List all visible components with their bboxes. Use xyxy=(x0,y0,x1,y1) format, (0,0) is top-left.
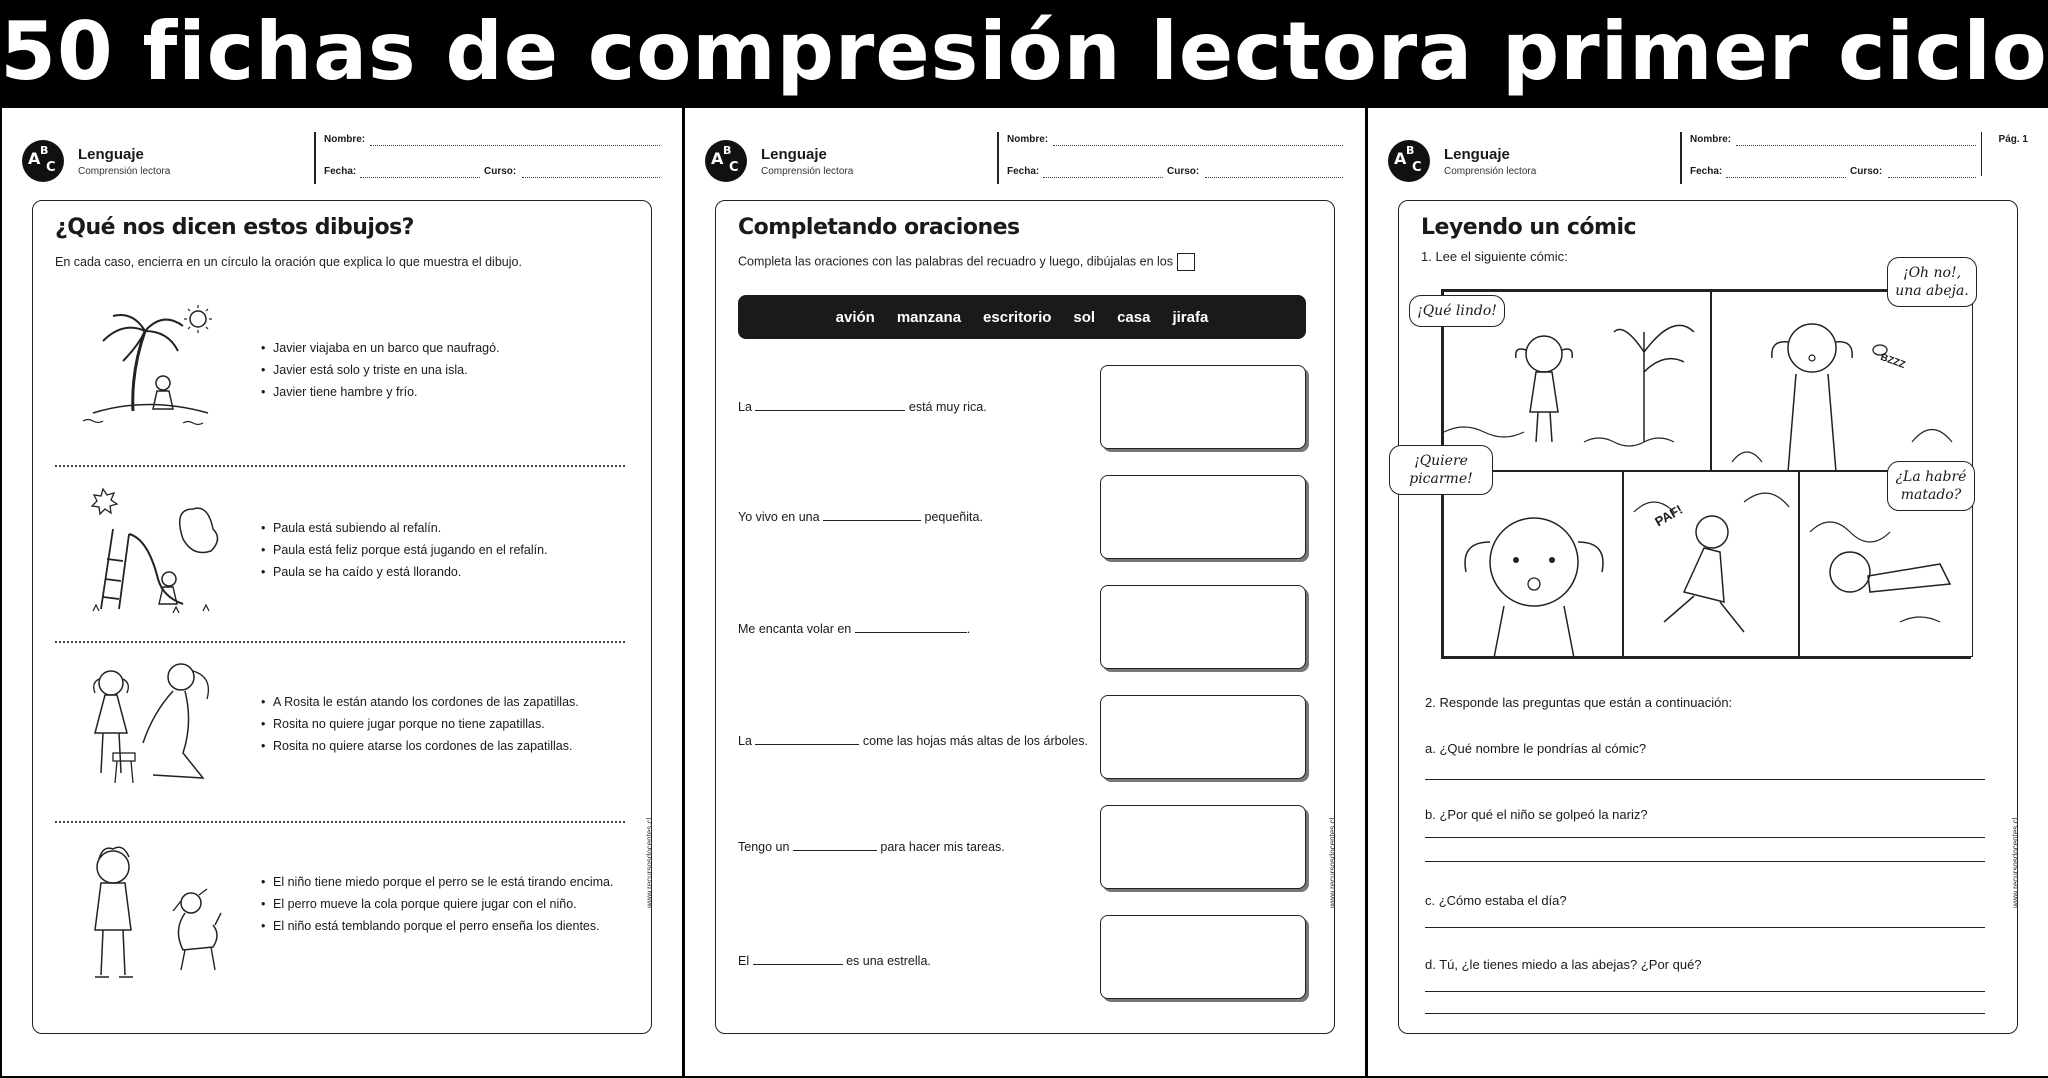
activity-panel xyxy=(32,200,652,1034)
subject-label: Lenguaje xyxy=(761,146,827,163)
sentence-row xyxy=(738,953,931,968)
drawing-box[interactable] xyxy=(1100,915,1306,999)
date-label: Fecha: xyxy=(324,166,357,177)
sentence-row xyxy=(738,733,1088,748)
banner-title: 50 fichas de compresión lectora primer ciclo xyxy=(0,0,2048,106)
sentence-row xyxy=(738,621,970,636)
option-text[interactable]: • Javier viajaba en un barco que naufragó. xyxy=(261,337,500,359)
abc-logo-icon: A B C xyxy=(705,140,747,182)
course-label: Curso: xyxy=(1167,166,1200,177)
sentence-row xyxy=(738,399,987,414)
header-divider xyxy=(314,132,316,184)
picture-item xyxy=(33,653,649,793)
course-field[interactable] xyxy=(1888,166,1976,178)
watermark: www.recursosdocentes.cl xyxy=(1328,817,1337,908)
sound-effect: PAF! xyxy=(1652,501,1686,530)
box-symbol xyxy=(1177,253,1195,271)
date-field[interactable] xyxy=(1726,166,1846,178)
answer-line[interactable] xyxy=(1425,1013,1985,1014)
activity-title: Completando oraciones xyxy=(738,215,1020,240)
answer-blank[interactable] xyxy=(823,509,921,521)
option-text[interactable]: • Javier tiene hambre y frío. xyxy=(261,381,500,403)
drawing-box[interactable] xyxy=(1100,365,1306,449)
girl-running-icon xyxy=(1624,472,1800,658)
comic-panel xyxy=(1711,291,1973,471)
island-palm-icon xyxy=(73,301,223,431)
sentence-start: Me encanta volar en xyxy=(738,622,852,636)
date-field[interactable] xyxy=(1043,166,1163,178)
course-label: Curso: xyxy=(484,166,517,177)
option-text[interactable]: • El niño está temblando porque el perro enseña los dientes. xyxy=(261,915,613,937)
word-bank xyxy=(738,295,1306,339)
sentence-end: está muy rica. xyxy=(908,400,987,414)
name-field[interactable] xyxy=(1053,134,1343,146)
option-text[interactable]: • Paula está feliz porque está jugando en el refalín. xyxy=(261,539,548,561)
worksheet-header xyxy=(22,132,662,188)
sound-effect: BZZZ xyxy=(1878,351,1907,372)
drawing-box[interactable] xyxy=(1100,585,1306,669)
step-two-label: 2. Responde las preguntas que están a continuación: xyxy=(1425,695,1733,710)
header-divider xyxy=(1680,132,1682,184)
sentence-row xyxy=(738,839,1005,854)
sentence-start: Tengo un xyxy=(738,840,790,854)
option-text[interactable]: • Paula se ha caído y está llorando. xyxy=(261,561,548,583)
answer-blank[interactable] xyxy=(755,733,859,745)
watermark: www.recursosdocentes.cl xyxy=(2011,817,2020,908)
boy-dog-icon xyxy=(73,835,223,985)
course-label: Curso: xyxy=(1850,166,1883,177)
speech-bubble: ¿La habré matado? xyxy=(1887,461,1975,511)
option-text[interactable]: • El niño tiene miedo porque el perro se le está tirando encima. xyxy=(261,871,613,893)
comic-panel xyxy=(1443,471,1623,657)
date-label: Fecha: xyxy=(1690,166,1723,177)
step-one-label: 1. Lee el siguiente cómic: xyxy=(1421,249,1568,264)
answer-line[interactable] xyxy=(1425,837,1985,838)
question-text: c. ¿Cómo estaba el día? xyxy=(1425,893,1567,908)
sentence-end: es una estrella. xyxy=(846,954,931,968)
answer-blank[interactable] xyxy=(855,621,967,633)
option-text[interactable]: • El perro mueve la cola porque quiere jugar con el niño. xyxy=(261,893,613,915)
activity-instruction xyxy=(738,253,1195,271)
dotted-divider xyxy=(55,465,625,467)
slide-girl-icon xyxy=(73,479,223,619)
speech-bubble: ¡Quiere picarme! xyxy=(1389,445,1493,495)
page-number: Pág. 1 xyxy=(1998,134,2028,145)
subject-subtitle: Comprensión lectora xyxy=(1444,166,1537,177)
dotted-divider xyxy=(55,821,625,823)
answer-line[interactable] xyxy=(1425,779,1985,780)
question-text: b. ¿Por qué el niño se golpeó la nariz? xyxy=(1425,807,1648,822)
activity-instruction: En cada caso, encierra en un círculo la oración que explica lo que muestra el dibujo. xyxy=(55,255,522,269)
activity-title: ¿Qué nos dicen estos dibujos? xyxy=(55,215,414,240)
sentence-start: La xyxy=(738,400,752,414)
sentence-end: . xyxy=(966,622,971,636)
name-field[interactable] xyxy=(370,134,660,146)
word-bank-item: casa xyxy=(1117,308,1151,326)
header-divider xyxy=(997,132,999,184)
activity-title: Leyendo un cómic xyxy=(1421,215,1637,240)
girl-scared-icon xyxy=(1444,472,1624,658)
drawing-box[interactable] xyxy=(1100,695,1306,779)
answer-line[interactable] xyxy=(1425,927,1985,928)
answer-blank[interactable] xyxy=(753,953,843,965)
activity-panel xyxy=(715,200,1335,1034)
worksheet-3 xyxy=(1368,108,2048,1076)
course-field[interactable] xyxy=(1205,166,1343,178)
sentence-start: El xyxy=(738,954,750,968)
speech-bubble: ¡Oh no!, una abeja. xyxy=(1887,257,1977,307)
sentence-end: para hacer mis tareas. xyxy=(880,840,1005,854)
sentence-start: La xyxy=(738,734,752,748)
sentence-end: come las hojas más altas de los árboles. xyxy=(862,734,1088,748)
sentence-end: pequeñita. xyxy=(924,510,983,524)
worksheet-1 xyxy=(2,108,682,1076)
option-text[interactable]: • Rosita no quiere jugar porque no tiene zapatillas. xyxy=(261,713,579,735)
subject-subtitle: Comprensión lectora xyxy=(761,166,854,177)
page-divider xyxy=(1981,132,1983,176)
answer-blank[interactable] xyxy=(793,839,877,851)
name-label: Nombre: xyxy=(1007,134,1049,145)
worksheet-header xyxy=(705,132,1345,188)
option-text[interactable]: • Rosita no quiere atarse los cordones de las zapatillas. xyxy=(261,735,579,757)
question-text: d. Tú, ¿le tienes miedo a las abejas? ¿Por qué? xyxy=(1425,957,1702,972)
worksheet-header xyxy=(1388,132,2028,188)
date-field[interactable] xyxy=(360,166,480,178)
drawing-box[interactable] xyxy=(1100,805,1306,889)
name-label: Nombre: xyxy=(1690,134,1732,145)
option-text[interactable]: • A Rosita le están atando los cordones de las zapatillas. xyxy=(261,691,579,713)
name-label: Nombre: xyxy=(324,134,366,145)
speech-bubble: ¡Qué lindo! xyxy=(1409,295,1505,327)
answer-line[interactable] xyxy=(1425,861,1985,862)
option-text[interactable]: • Paula está subiendo al refalín. xyxy=(261,517,548,539)
word-bank-item: jirafa xyxy=(1172,308,1209,326)
name-field[interactable] xyxy=(1736,134,1976,146)
question-text: a. ¿Qué nombre le pondrías al cómic? xyxy=(1425,741,1647,756)
answer-blank[interactable] xyxy=(755,399,905,411)
shoelace-icon xyxy=(73,653,223,793)
picture-item xyxy=(33,479,649,619)
abc-logo-icon: A B C xyxy=(22,140,64,182)
course-field[interactable] xyxy=(522,166,660,178)
activity-panel xyxy=(1398,200,2018,1034)
word-bank-item: avión xyxy=(835,308,875,326)
drawing-box[interactable] xyxy=(1100,475,1306,559)
subject-label: Lenguaje xyxy=(78,146,144,163)
comic-panel xyxy=(1623,471,1799,657)
watermark: www.recursosdocentes.cl xyxy=(645,817,654,908)
subject-subtitle: Comprensión lectora xyxy=(78,166,171,177)
sentence-start: Yo vivo en una xyxy=(738,510,820,524)
picture-item xyxy=(33,301,649,431)
sentence-row xyxy=(738,509,983,524)
word-bank-item: escritorio xyxy=(983,308,1052,326)
dotted-divider xyxy=(55,641,625,643)
word-bank-item: manzana xyxy=(896,308,962,326)
answer-line[interactable] xyxy=(1425,991,1985,992)
option-text[interactable]: • Javier está solo y triste en una isla. xyxy=(261,359,500,381)
girl-bee-icon xyxy=(1712,292,1974,472)
instruction-text: Completa las oraciones con las palabras del recuadro y luego, dibújalas en los xyxy=(738,254,1173,269)
abc-logo-icon: A B C xyxy=(1388,140,1430,182)
word-bank-item: sol xyxy=(1073,308,1096,326)
worksheet-2 xyxy=(685,108,1365,1076)
date-label: Fecha: xyxy=(1007,166,1040,177)
subject-label: Lenguaje xyxy=(1444,146,1510,163)
picture-item xyxy=(33,835,649,985)
